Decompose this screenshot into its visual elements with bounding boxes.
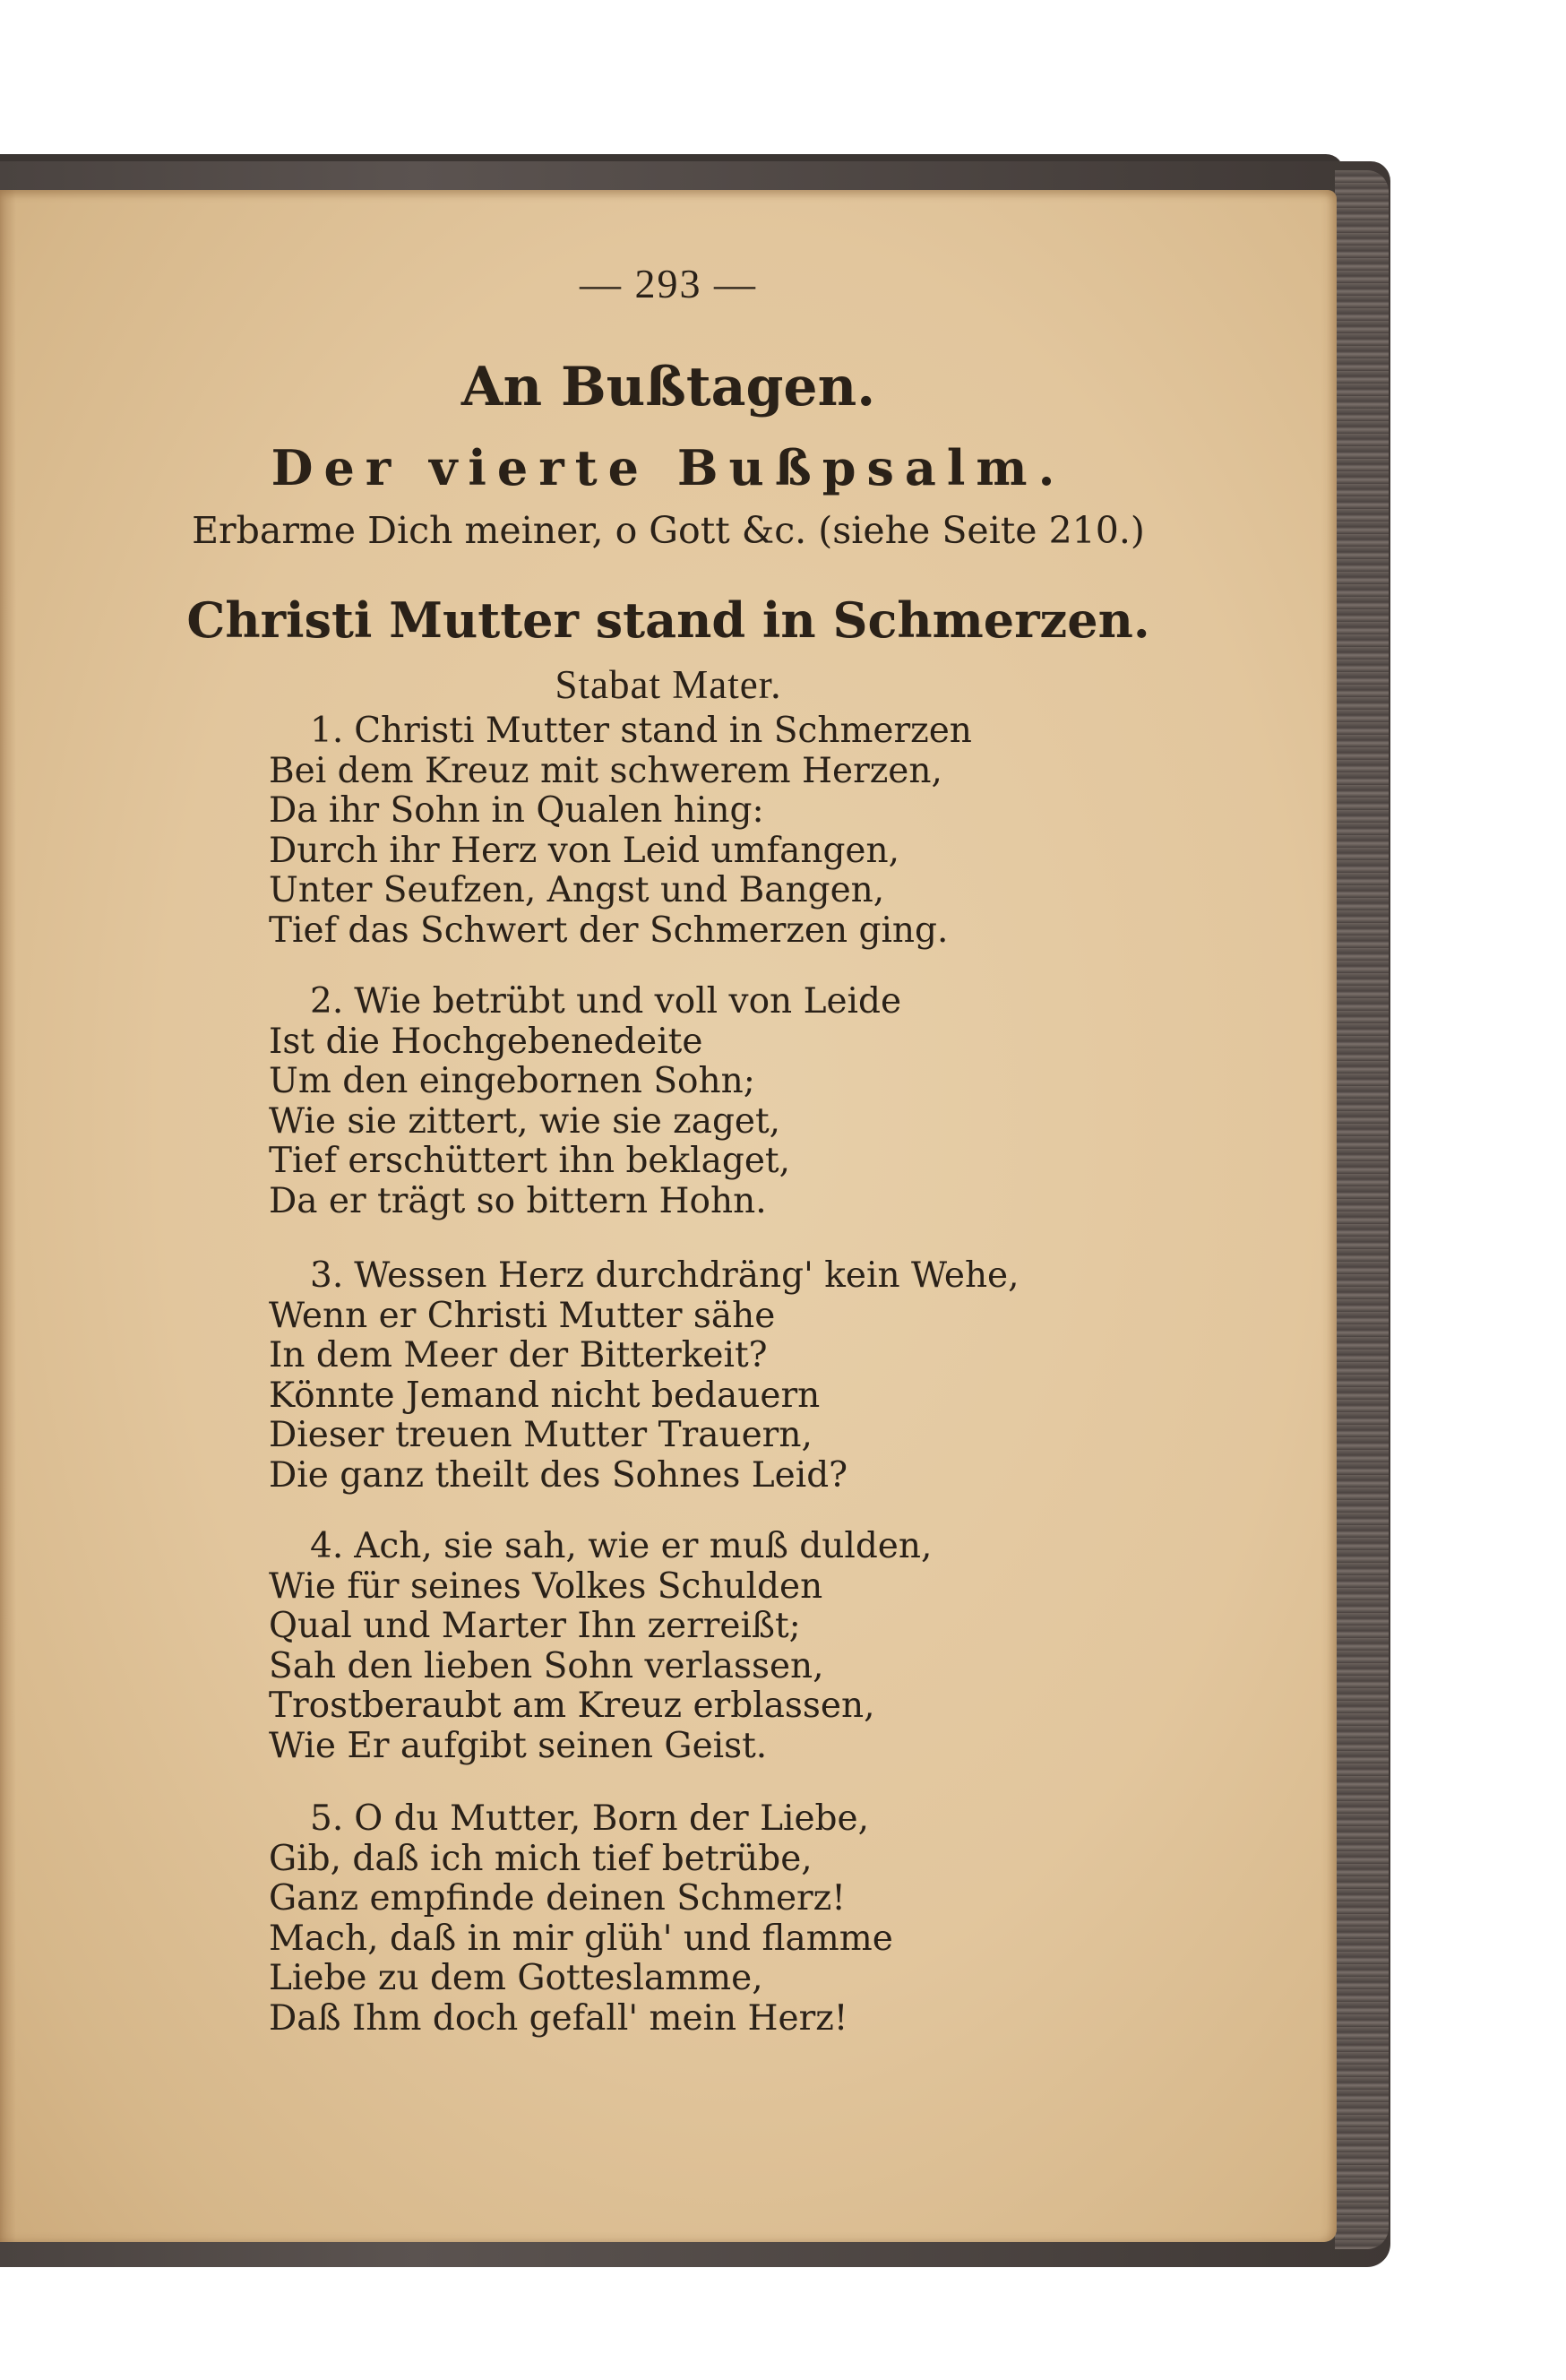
stanza-line: Wie sie zittert, wie sie zaget, — [269, 1100, 781, 1142]
stanza-3 — [269, 1256, 1165, 1496]
stanza-line: Ganz empfinde deinen Schmerz! — [269, 1878, 846, 1919]
stanza-line: Wie Er aufgibt seinen Geist. — [269, 1725, 768, 1766]
stanza-line: Qual und Marter Ihn zerreißt; — [269, 1606, 801, 1646]
stanza-line — [269, 711, 1165, 752]
stanza-line: Tief erschüttert ihn beklaget, — [269, 1141, 790, 1181]
stanza-line: Sah den lieben Sohn verlassen, — [269, 1645, 824, 1686]
stanza-line — [269, 1527, 1165, 1567]
stanza-5 — [269, 1799, 1165, 2039]
stanza-line — [269, 1799, 1165, 1840]
stanza-text: Wie betrübt und voll von Leide — [354, 981, 902, 1022]
stanza-line: Dieser treuen Mutter Trauern, — [269, 1415, 813, 1455]
stanza-line: Da er trägt so bittern Hohn. — [269, 1180, 767, 1221]
stanza-line: Daß Ihm doch gefall' mein Herz! — [269, 1997, 848, 2039]
stanza-line: Bei dem Kreuz mit schwerem Herzen, — [269, 750, 942, 791]
section-heading: An Bußtagen. — [460, 356, 876, 418]
stanza-line: Durch ihr Herz von Leid umfangen, — [269, 830, 899, 871]
stanza-1 — [269, 711, 1165, 951]
stanza-number: 2. — [310, 981, 344, 1022]
stanza-number: 3. — [310, 1255, 344, 1296]
stanza-line: Ist die Hochgebenedeite — [269, 1021, 703, 1062]
stanza-number: 4. — [310, 1526, 344, 1566]
stanza-2 — [269, 982, 1165, 1221]
stanza-line: Wenn er Christi Mutter sähe — [269, 1295, 776, 1336]
page-content — [0, 190, 1337, 2242]
stanza-number: 5. — [310, 1798, 344, 1839]
psalm-reference: Erbarme Dich meiner, o Gott &c. (siehe Seite 210.) — [192, 509, 1145, 552]
psalm-heading: Der vierte Bußpsalm. — [271, 439, 1066, 496]
stanza-line: Da ihr Sohn in Qualen hing: — [269, 790, 764, 831]
stanza-line: Unter Seufzen, Angst und Bangen, — [269, 870, 885, 910]
page-number: — 293 — — [580, 261, 757, 306]
book-page — [0, 190, 1337, 2242]
hymn-title: Christi Mutter stand in Schmerzen. — [186, 591, 1150, 649]
stanza-line: Wie für seines Volkes Schulden — [269, 1565, 823, 1607]
book-page-edges — [1335, 170, 1389, 2249]
stanza-line: Mach, daß in mir glüh' und flamme — [269, 1918, 893, 1959]
stanza-line: Tief das Schwert der Schmerzen ging. — [269, 910, 949, 951]
stanza-text: Wessen Herz durchdräng' kein Wehe, — [354, 1255, 1020, 1296]
stanza-line: In dem Meer der Bitterkeit? — [269, 1335, 768, 1375]
stanza-line: Die ganz theilt des Sohnes Leid? — [269, 1454, 848, 1496]
stanza-line — [269, 1256, 1165, 1297]
stanza-4 — [269, 1527, 1165, 1766]
stanza-line: Trostberaubt am Kreuz erblassen, — [269, 1686, 875, 1726]
stanza-line: Könnte Jemand nicht bedauern — [269, 1375, 821, 1416]
stanza-text: Christi Mutter stand in Schmerzen — [354, 711, 972, 751]
stanza-line — [269, 982, 1165, 1022]
latin-title: Stabat Mater. — [555, 662, 782, 707]
stanza-text: O du Mutter, Born der Liebe, — [354, 1798, 869, 1839]
stanza-line: Gib, daß ich mich tief betrübe, — [269, 1838, 813, 1879]
stanza-line: Um den eingebornen Sohn; — [269, 1061, 755, 1101]
stanza-line: Liebe zu dem Gotteslamme, — [269, 1958, 763, 1998]
stanza-number: 1. — [310, 711, 344, 751]
stanza-text: Ach, sie sah, wie er muß dulden, — [354, 1526, 933, 1566]
